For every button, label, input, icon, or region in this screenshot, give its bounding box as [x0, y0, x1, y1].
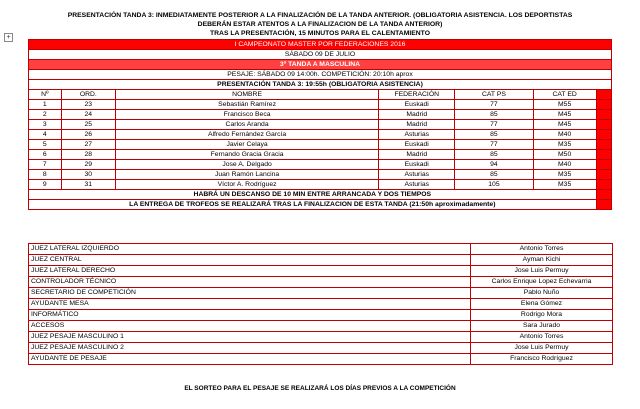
athlete-n: 7: [29, 160, 62, 170]
staff-role: JUEZ LATERAL IZQUIERDO: [29, 244, 471, 255]
athlete-ord: 29: [61, 160, 115, 170]
athlete-name: Javier Celaya: [116, 140, 379, 150]
athlete-cat-ed: M50: [533, 150, 596, 160]
athlete-cat-ed: M35: [533, 140, 596, 150]
red-side-cell: [596, 140, 611, 150]
staff-name: Carlos Enrique Lopez Echevarria: [471, 277, 613, 288]
red-side-cell: [596, 180, 611, 190]
athlete-fed: Madrid: [379, 110, 455, 120]
col-header-n: Nº: [29, 90, 62, 100]
table-move-handle-icon[interactable]: +: [4, 33, 13, 42]
red-side-cell: [596, 130, 611, 140]
athlete-cat-ps: 94: [455, 160, 533, 170]
athlete-fed: Asturias: [379, 130, 455, 140]
athlete-name: Alfredo Fernández García: [116, 130, 379, 140]
athlete-fed: Euskadi: [379, 140, 455, 150]
athlete-ord: 27: [61, 140, 115, 150]
athlete-name: Juan Ramón Lancina: [116, 170, 379, 180]
staff-name: Ayman Kichi: [471, 255, 613, 266]
athlete-cat-ed: M35: [533, 170, 596, 180]
table-row: [29, 120, 612, 130]
athlete-cat-ps: 85: [455, 130, 533, 140]
header-line-1: PRESENTACIÓN TANDA 3: INMEDIATAMENTE POSTERIOR A LA FINALIZACIÓN DE LA TANDA ANTERIOR. (OBLIGATORIA ASISTENCIA. LOS DEPORTISTAS: [67, 12, 573, 19]
athlete-cat-ps: 85: [455, 110, 533, 120]
staff-name: Sara Jurado: [471, 321, 613, 332]
staff-role: JUEZ LATERAL DERECHO: [29, 266, 471, 277]
pesaje-info: PESAJE: SÁBADO 09 14:00h. COMPETICIÓN: 20:10h aprox: [29, 70, 612, 80]
staff-role: ACCESOS: [29, 321, 471, 332]
staff-table: [28, 243, 613, 365]
table-row: [29, 244, 613, 255]
staff-role: JUEZ CENTRAL: [29, 255, 471, 266]
staff-role: AYUDANTE DE PESAJE: [29, 354, 471, 365]
staff-role: SECRETARIO DE COMPETICIÓN: [29, 288, 471, 299]
table-row: [29, 321, 613, 332]
staff-name: Jose Luis Permuy: [471, 343, 613, 354]
athlete-name: Fernando Gracia Gracia: [116, 150, 379, 160]
table-row: [29, 160, 612, 170]
table-row: [29, 277, 613, 288]
athlete-cat-ps: 85: [455, 150, 533, 160]
staff-name: Antonio Torres: [471, 332, 613, 343]
col-header-ord: ORD.: [61, 90, 115, 100]
table-row: [29, 266, 613, 277]
athlete-cat-ed: M45: [533, 110, 596, 120]
athlete-name: Sebastián Ramírez: [116, 100, 379, 110]
athlete-fed: Euskadi: [379, 100, 455, 110]
table-row: [29, 130, 612, 140]
staff-name: Pablo Nuño: [471, 288, 613, 299]
athlete-fed: Asturias: [379, 180, 455, 190]
athlete-ord: 23: [61, 100, 115, 110]
red-side-cell: [596, 160, 611, 170]
athlete-cat-ps: 77: [455, 140, 533, 150]
red-side-cell: [596, 110, 611, 120]
col-header-cat-ps: CAT PS: [455, 90, 533, 100]
athlete-name: Carlos Aranda: [116, 120, 379, 130]
athlete-ord: 24: [61, 110, 115, 120]
athlete-name: Jose A. Delgado: [116, 160, 379, 170]
athlete-cat-ed: M40: [533, 130, 596, 140]
athlete-name: Francisco Beca: [116, 110, 379, 120]
table-row: [29, 354, 613, 365]
red-side-cell: [596, 190, 611, 200]
athlete-cat-ed: M45: [533, 120, 596, 130]
table-row: [29, 299, 613, 310]
athlete-ord: 26: [61, 130, 115, 140]
athlete-cat-ps: 77: [455, 100, 533, 110]
athlete-n: 2: [29, 110, 62, 120]
table-row: [29, 332, 613, 343]
table-row: [29, 255, 613, 266]
athlete-n: 3: [29, 120, 62, 130]
event-table: [28, 39, 612, 210]
table-row: [29, 343, 613, 354]
athlete-cat-ed: M40: [533, 160, 596, 170]
athlete-cat-ps: 105: [455, 180, 533, 190]
athlete-ord: 28: [61, 150, 115, 160]
athlete-cat-ps: 85: [455, 170, 533, 180]
col-header-federacion: FEDERACIÓN: [379, 90, 455, 100]
staff-role: JUEZ PESAJE MASCULINO 2: [29, 343, 471, 354]
red-side-cell: [596, 120, 611, 130]
table-row: [29, 100, 612, 110]
presentacion-info: PRESENTACIÓN TANDA 3: 19:55h (OBLIGATORIA ASISTENCIA): [29, 80, 612, 90]
athlete-fed: Euskadi: [379, 160, 455, 170]
table-row: [29, 150, 612, 160]
red-side-cell: [596, 90, 611, 100]
table-row: [29, 110, 612, 120]
athlete-fed: Madrid: [379, 150, 455, 160]
red-side-cell: [596, 100, 611, 110]
athlete-fed: Asturias: [379, 170, 455, 180]
footer-note: EL SORTEO PARA EL PESAJE SE REALIZARÁ LOS DÍAS PREVIOS A LA COMPETICIÓN: [184, 385, 456, 392]
red-side-cell: [596, 150, 611, 160]
athlete-ord: 30: [61, 170, 115, 180]
staff-role: JUEZ PESAJE MASCULINO 1: [29, 332, 471, 343]
staff-name: Jose Luis Permuy: [471, 266, 613, 277]
athlete-n: 6: [29, 150, 62, 160]
staff-name: Rodrigo Mora: [471, 310, 613, 321]
athlete-table-header: [29, 90, 612, 100]
col-header-nombre: NOMBRE: [116, 90, 379, 100]
table-row: [29, 288, 613, 299]
athlete-name: Víctor A. Rodríguez: [116, 180, 379, 190]
tanda-label: 3ª TANDA A MASCULINA: [29, 60, 612, 70]
table-row: [29, 310, 613, 321]
athlete-fed: Madrid: [379, 120, 455, 130]
athlete-ord: 31: [61, 180, 115, 190]
col-header-cat-ed: CAT ED: [533, 90, 596, 100]
staff-name: Elena Gómez: [471, 299, 613, 310]
red-side-cell: [596, 200, 611, 210]
staff-role: INFORMÁTICO: [29, 310, 471, 321]
staff-name: Antonio Torres: [471, 244, 613, 255]
header-line-2: DEBERÁN ESTAR ATENTOS A LA FINALIZACION DE LA TANDA ANTERIOR): [197, 21, 443, 28]
event-title: I CAMPEONATO MASTER POR FEDERACIONES 2016: [29, 40, 612, 50]
athlete-n: 4: [29, 130, 62, 140]
table-row: [29, 170, 612, 180]
athlete-ord: 25: [61, 120, 115, 130]
event-date: SÁBADO 09 DE JULIO: [29, 50, 612, 60]
table-row: [29, 180, 612, 190]
athlete-n: 1: [29, 100, 62, 110]
descanso-note: HABRÁ UN DESCANSO DE 10 MIN ENTRE ARRANCADA Y DOS TIEMPOS: [29, 190, 597, 200]
athlete-cat-ed: M55: [533, 100, 596, 110]
athlete-cat-ps: 77: [455, 120, 533, 130]
trofeos-note: LA ENTREGA DE TROFEOS SE REALIZARÁ TRAS LA FINALIZACION DE ESTA TANDA (21:50h aproximadamente): [29, 200, 597, 210]
athlete-n: 8: [29, 170, 62, 180]
athlete-n: 9: [29, 180, 62, 190]
staff-name: Francisco Rodríguez: [471, 354, 613, 365]
table-row: [29, 140, 612, 150]
red-side-cell: [596, 170, 611, 180]
athlete-n: 5: [29, 140, 62, 150]
athlete-cat-ed: M35: [533, 180, 596, 190]
header-line-3: TRAS LA PRESENTACIÓN, 15 MINUTOS PARA EL CALENTAMIENTO: [209, 30, 431, 37]
staff-role: CONTROLADOR TÉCNICO: [29, 277, 471, 288]
staff-role: AYUDANTE MESA: [29, 299, 471, 310]
